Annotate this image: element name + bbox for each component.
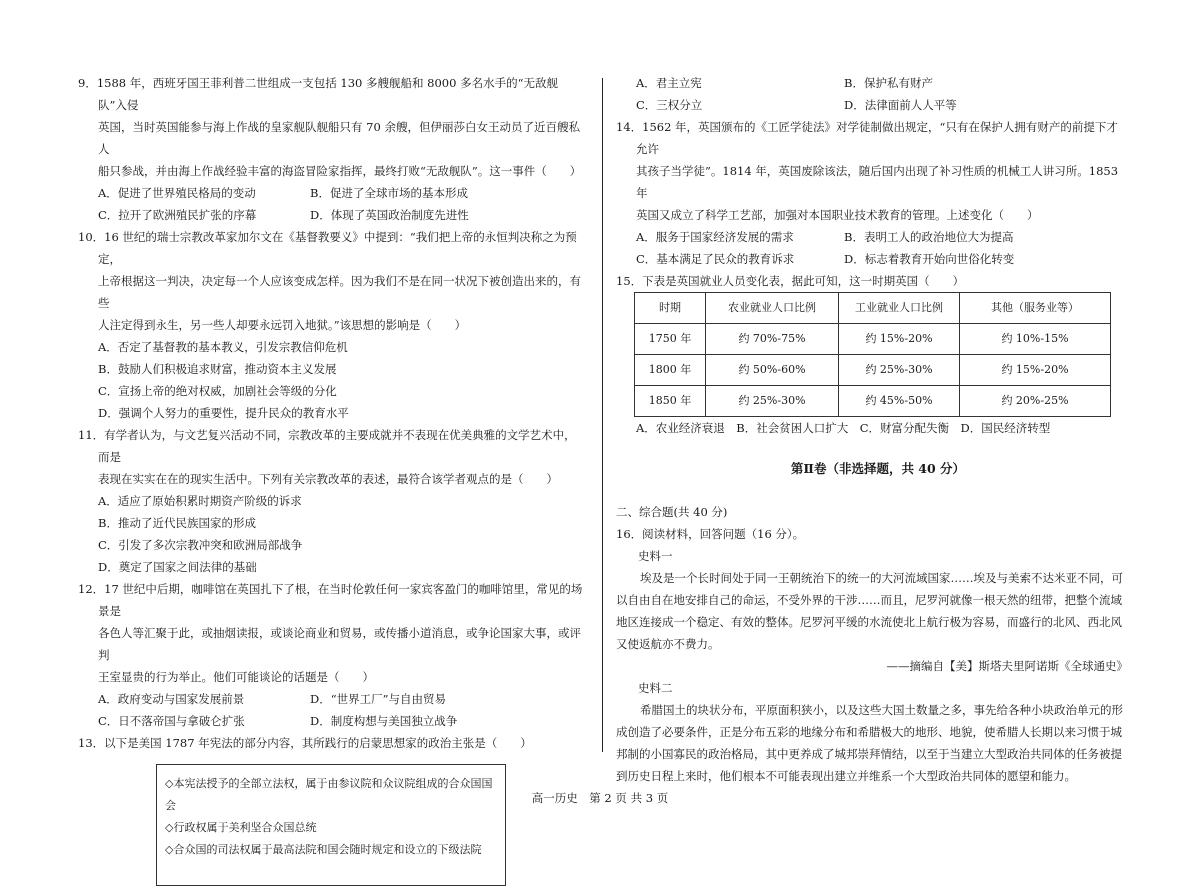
question-text: 14．1562 年，英国颁布的《工匠学徒法》对学徒制做出规定，“只有在保护人拥有财产的前提下才允许 其孩子当学徒”。1814 年，英国废除该法，随后国内出现了补习性质的机械工人讲习所。1853 年 英国又成立了科学工艺部，加强对本国职业技术教育的管理。上述变化（ ） [616,120,1119,222]
table-cell: 约 10%-15% [960,324,1111,355]
question-12 [78,578,586,732]
table-cell: 约 70%-75% [706,324,839,355]
material-1-text: 埃及是一个长时间处于同一王朝统治下的统一的大河流域国家……埃及与美索不达米亚不同，可以自由自在地安排自己的命运，不受外界的干涉……而且，尼罗河就像一根天然的纽带，把整个流域地区连接成一个稳定、有效的整体。尼罗河平缓的水流使北上航行极为容易，而盛行的北风、西北风又使返航亦不费力。 [616,571,1123,651]
table-row [635,355,1111,386]
column-divider [602,78,603,752]
option-b: D．“世界工厂”与自由贸易 [310,692,446,706]
box-line: ◇行政权属于美利坚合众国总统 [165,821,317,834]
option-d: D．奠定了国家之间法律的基础 [98,560,257,574]
option-a: A．君主立宪 [636,76,702,90]
table-cell: 约 50%-60% [706,355,839,386]
option-b: B．鼓励人们积极追求财富，推动资本主义发展 [98,362,337,376]
question-text: 9．1588 年，西班牙国王菲利普二世组成一支包括 130 多艘舰船和 8000 多名水手的“无敌舰队”入侵 英国，当时英国能参与海上作战的皇家舰队舰船只有 70 余艘，但伊丽莎白女王动员了近百艘私人 船只参战，并由海上作战经验丰富的海盗冒险家指挥，最终打败“无敌舰队”。这一事件（ ） [78,76,582,178]
table-cell: 1750 年 [635,324,706,355]
material-2-text: 希腊国土的块状分布，平原面积狭小，以及这些大国土数量之多，事先给各种小块政治单元的形成创造了必要条件，正是分布五彩的地缘分布和希腊极大的地形、地貌，使希腊人长期以来习惯于城邦制的小国寡民的政治格局，其中更养成了城邦崇拜情结，以至于当建立大型政治共同体的任务被提到历史日程上来时，他们根本不可能表现出建立并维系一个大型政治共同体的愿望和能力。 [616,703,1123,783]
option-c: C．三权分立 [636,98,703,112]
table-cell: 约 45%-50% [839,386,960,417]
left-column [78,72,586,886]
material-1-source: ——摘编自【美】斯塔夫里阿诺斯《全球通史》 [886,659,1128,673]
box-line: ◇合众国的司法权属于最高法院和国会随时规定和设立的下级法院 [165,843,482,856]
option-a: A．否定了基督教的基本教义，引发宗教信仰危机 [98,340,348,354]
options [78,688,586,732]
question-9 [78,72,586,226]
constitution-box [156,764,506,886]
question-text: 11．有学者认为，与文艺复兴活动不同，宗教改革的主要成就并不表现在优美典雅的文学艺术中，而是 表现在实实在在的现实生活中。下列有关宗教改革的表述，最符合该学者观点的是（ ） [78,428,576,486]
employment-table [634,292,1111,417]
section-subtitle: 二、综合题(共 40 分) [616,505,728,519]
table-header: 其他（服务业等） [960,293,1111,324]
table-cell: 1800 年 [635,355,706,386]
option-c: C．基本满足了民众的教育诉求 [636,252,795,266]
question-15 [616,270,1128,439]
question-10 [78,226,586,424]
table-cell: 约 15%-20% [960,355,1111,386]
material-1-label: 史料一 [638,549,673,563]
material-2-label: 史料二 [638,681,673,695]
option-d: D．强调个人努力的重要性，提升民众的教育水平 [98,406,349,420]
option-b: B．保护私有财产 [844,76,933,90]
table-header-row [635,293,1111,324]
question-11 [78,424,586,578]
question-text: 15．下表是英国就业人员变化表，据此可知，这一时期英国（ ） [616,274,965,288]
table-cell: 约 15%-20% [839,324,960,355]
option-b: B．表明工人的政治地位大为提高 [844,230,1014,244]
question-14 [616,116,1128,270]
question-text: 13．以下是美国 1787 年宪法的部分内容，其所践行的启蒙思想家的政治主张是（ ） [78,736,532,750]
table-header: 农业就业人口比例 [706,293,839,324]
option-d: D．法律面前人人平等 [844,98,957,112]
table-row [635,386,1111,417]
option-d: D．体现了英国政治制度先进性 [310,208,469,222]
option-a: A．政府变动与国家发展前景 [98,692,245,706]
option-c: C．引发了多次宗教冲突和欧洲局部战争 [98,538,303,552]
table-header: 时期 [635,293,706,324]
option-d: D．制度构想与美国独立战争 [310,714,458,728]
box-line: ◇本宪法授予的全部立法权，属于由参议院和众议院组成的合众国国会 [165,777,493,812]
table-cell: 约 20%-25% [960,386,1111,417]
option-d: D．标志着教育开始向世俗化转变 [844,252,1015,266]
option-b: B．推动了近代民族国家的形成 [98,516,256,530]
option-c: C．宣扬上帝的绝对权威，加剧社会等级的分化 [98,384,337,398]
page-footer: 高一历史 第 2 页 共 3 页 [531,791,669,805]
options: A．农业经济衰退 B．社会贫困人口扩大 C．财富分配失衡 D．国民经济转型 [636,421,1051,435]
question-text: 10．16 世纪的瑞士宗教改革家加尔文在《基督教要义》中提到：“我们把上帝的永恒判决称之为预定， 上帝根据这一判决，决定每一个人应该变成怎样。因为我们不是在同一状况下被创造出来的，有些 人注定得到永生，另一些人却要永远罚入地狱。”该思想的影响是（ ） [78,230,581,332]
right-column [616,72,1128,787]
table-cell: 约 25%-30% [706,386,839,417]
section-title: 第Ⅱ卷（非选择题，共 40 分） [790,461,966,476]
option-a: A．促进了世界殖民格局的变动 [98,186,256,200]
table-cell: 约 25%-30% [839,355,960,386]
table-header: 工业就业人口比例 [839,293,960,324]
option-c: C．日不落帝国与拿破仑扩张 [98,714,245,728]
option-b: B．促进了全球市场的基本形成 [310,186,468,200]
option-a: A．适应了原始积累时期资产阶级的诉求 [98,494,302,508]
question-13-options [628,72,1128,116]
option-c: C．拉开了欧洲殖民扩张的序幕 [98,208,257,222]
question-16: 16．阅读材料，回答问题（16 分）。 [616,527,805,541]
option-a: A．服务于国家经济发展的需求 [636,230,794,244]
table-row [635,324,1111,355]
options [78,182,586,226]
table-cell: 1850 年 [635,386,706,417]
question-13 [78,732,586,886]
question-text: 12．17 世纪中后期，咖啡馆在英国扎下了根，在当时伦敦任何一家宾客盈门的咖啡馆里，常见的场景是 各色人等汇聚于此，或抽烟读报，或谈论商业和贸易，或传播小道消息，或争论国家大事，或评判 王室显贵的行为举止。他们可能谈论的话题是（ ） [78,582,583,684]
options [628,226,1128,270]
